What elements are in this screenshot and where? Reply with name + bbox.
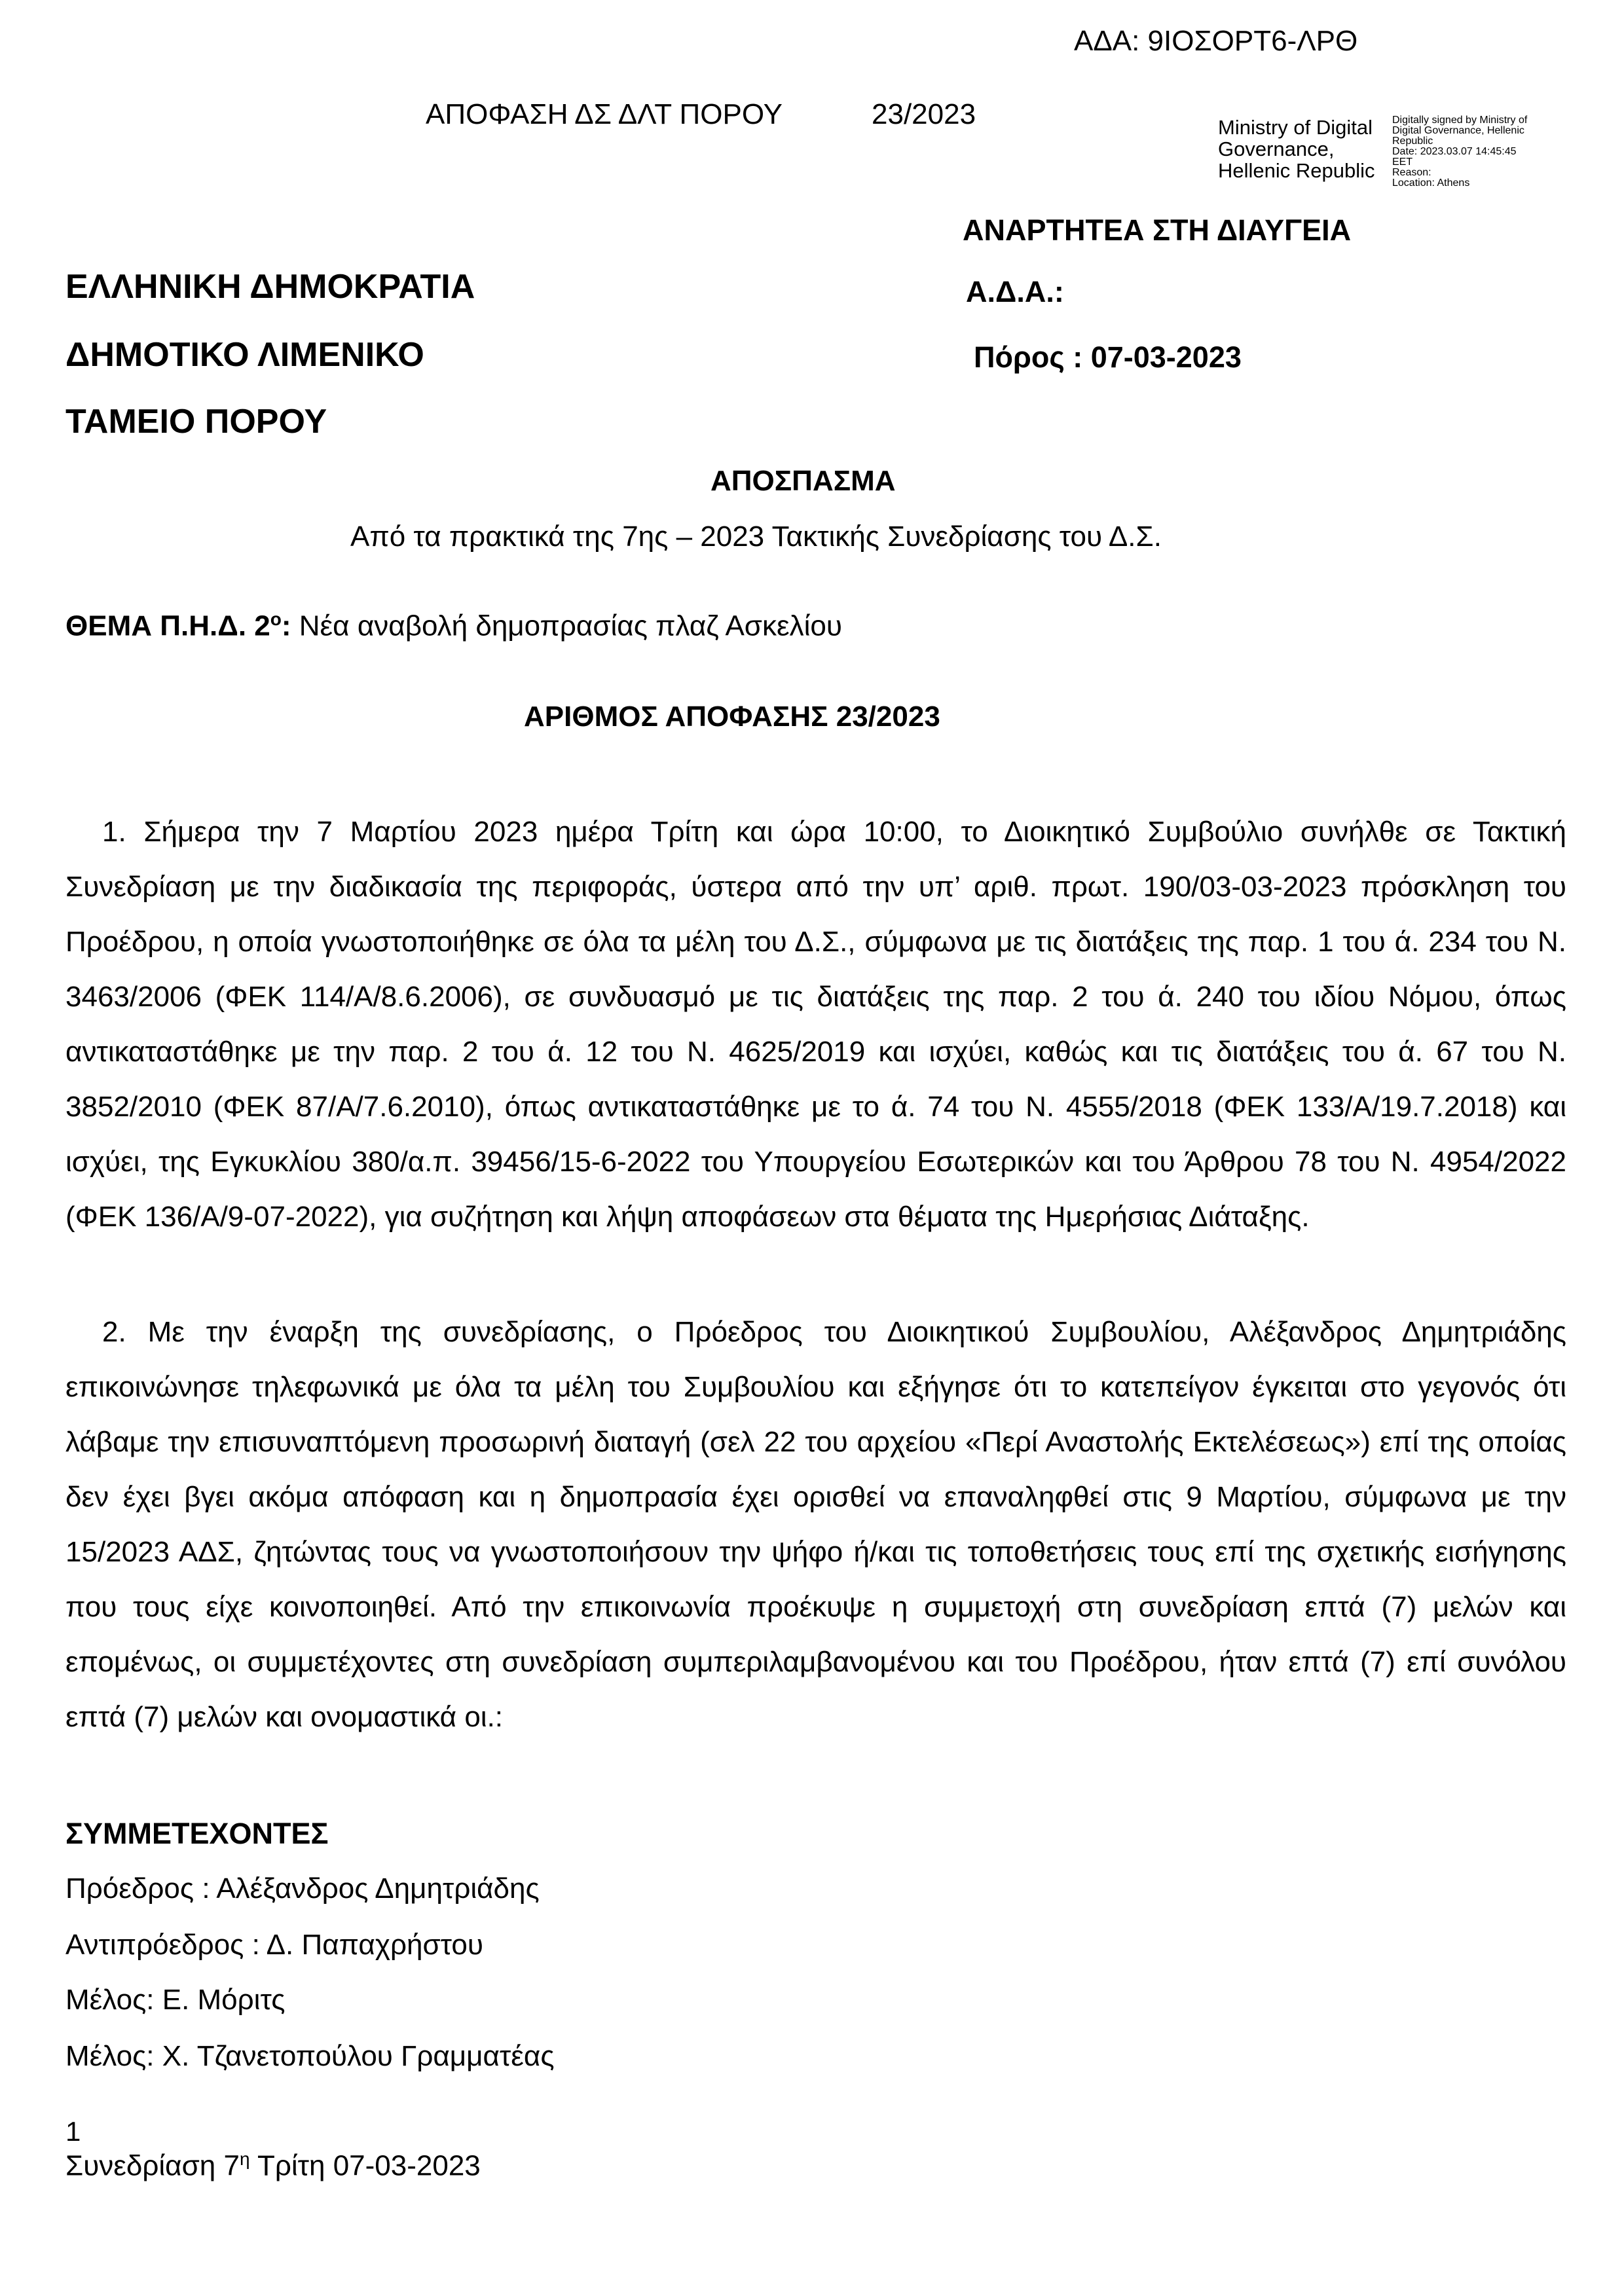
subject-text: Νέα αναβολή δημοπρασίας πλαζ Ασκελίου: [291, 610, 842, 642]
excerpt-title: ΑΠΟΣΠΑΣΜΑ: [710, 465, 896, 497]
digital-signature-details: [1392, 115, 1576, 189]
decision-number: ΑΡΙΘΜΟΣ ΑΠΟΦΑΣΗΣ 23/2023: [524, 701, 940, 733]
subject-label: ΘΕΜΑ Π.Η.Δ. 2: [65, 610, 270, 642]
issuer-line-fund: ΤΑΜΕΙΟ ΠΟΡΟΥ: [65, 403, 327, 441]
ada-label: Α.Δ.Α.:: [966, 275, 1064, 308]
participant-item: Πρόεδρος : Αλέξανδρος Δημητριάδης: [65, 1872, 540, 1904]
ada-code: ΑΔΑ: 9ΙΟΣΟΡΤ6-ΛΡΘ: [1074, 25, 1358, 57]
minutes-reference: Από τα πρακτικά της 7ης – 2023 Τακτικής Συνεδρίασης του Δ.Σ.: [350, 520, 1162, 553]
signature-name-line: Ministry of Digital: [1218, 116, 1373, 139]
subject-line: [65, 609, 842, 643]
participant-item: Αντιπρόεδρος : Δ. Παπαχρήστου: [65, 1929, 483, 1961]
session-footer-suffix: Τρίτη 07-03-2023: [249, 2149, 481, 2182]
issuer-line-republic: ΕΛΛΗΝΙΚΗ ΔΗΜΟΚΡΑΤΙΑ: [65, 268, 475, 306]
document-reference: [426, 98, 976, 131]
participant-item: Μέλος: Ε. Μόριτς: [65, 1984, 286, 2016]
signature-name-line: Hellenic Republic: [1218, 159, 1375, 182]
subject-superscript: ο: [270, 609, 282, 629]
publish-notice: ΑΝΑΡΤΗΤΕΑ ΣΤΗ ΔΙΑΥΓΕΙΑ: [963, 213, 1352, 247]
issuer-line-port: ΔΗΜΟΤΙΚΟ ΛΙΜΕΝΙΚΟ: [65, 336, 424, 374]
document-reference-label: ΑΠΟΦΑΣΗ ΔΣ ΔΛΤ ΠΟΡΟΥ: [426, 98, 783, 130]
signature-detail-line: Digital Governance, Hellenic: [1392, 125, 1524, 136]
digital-signature-name: [1218, 117, 1388, 181]
session-footer-prefix: Συνεδρίαση 7: [65, 2149, 240, 2182]
signature-detail-line: Digitally signed by Ministry of: [1392, 115, 1528, 126]
body-paragraph-1: 1. Σήμερα την 7 Μαρτίου 2023 ημέρα Τρίτη και ώρα 10:00, το Διοικητικό Συμβούλιο συνήλθε σε Τακτική Συνεδρίαση με την διαδικασία της περιφοράς, ύστερα από την υπ’ αριθ. πρωτ. 190/03-03-2023 πρόσκληση του Προέδρου, η οποία γνωστοποιήθηκε σε όλα τα μέλη του Δ.Σ., σύμφωνα με τις διατάξεις της παρ. 1 του ά. 234 του Ν. 3463/2006 (ΦΕΚ 114/Α/8.6.2006), σε συνδυασμό με τις διατάξεις της παρ. 2 του ά. 240 του ιδίου Νόμου, όπως αντικαταστάθηκε με την παρ. 2 του ά. 12 του Ν. 4625/2019 και ισχύει, καθώς και τις διατάξεις του ά. 67 του Ν. 3852/2010 (ΦΕΚ 87/Α/7.6.2010), όπως αντικαταστάθηκε με το ά. 74 του Ν. 4555/2018 (ΦΕΚ 133/Α/19.7.2018) και ισχύει, της Εγκυκλίου 380/α.π. 39456/15-6-2022 του Υπουργείου Εσωτερικών και του Άρθρου 78 του Ν. 4954/2022 (ΦΕΚ 136/Α/9-07-2022), για συζήτηση και λήψη αποφάσεων στα θέματα της Ημερήσιας Διάταξης.: [65, 816, 1566, 1233]
body-paragraph-2: 2. Με την έναρξη της συνεδρίασης, ο Πρόεδρος του Διοικητικού Συμβουλίου, Αλέξανδρος Δημητριάδης επικοινώνησε τηλεφωνικά με όλα τα μέλη του Συμβουλίου και εξήγησε ότι το κατεπείγον έγκειται στο γεγονός ότι λάβαμε την επισυναπτόμενη προσωρινή διαταγή (σελ 22 του αρχείου «Περί Αναστολής Εκτελέσεως») επί της οποίας δεν έχει βγει ακόμα απόφαση και η δημοπρασία έχει ορισθεί να επαναληφθεί στις 9 Μαρτίου, σύμφωνα με την 15/2023 ΑΔΣ, ζητώντας τους να γνωστοποιήσουν την ψήφο ή/και τις τοποθετήσεις τους επί της σχετικής εισήγησης που τους είχε κοινοποιηθεί. Από την επικοινωνία προέκυψε η συμμετοχή στη συνεδρίαση επτά (7) μελών και επομένως, οι συμμετέχοντες στη συνεδρίαση συμπεριλαμβανομένου και του Προέδρου, ήταν επτά (7) επί συνόλου επτά (7) μελών και ονομαστικά οι.:: [65, 1316, 1566, 1733]
participant-item: Μέλος: Χ. Τζανετοπούλου Γραμματέας: [65, 2040, 555, 2072]
signature-detail-line: Reason:: [1392, 167, 1431, 178]
signature-detail-line: Location: Athens: [1392, 177, 1470, 189]
signature-detail-line: Date: 2023.03.07 14:45:45: [1392, 146, 1517, 157]
document-date: Πόρος : 07-03-2023: [974, 340, 1242, 374]
signature-detail-line: EET: [1392, 156, 1413, 168]
page-number: 1: [65, 2116, 81, 2147]
signature-name-line: Governance,: [1218, 137, 1335, 160]
signature-detail-line: Republic: [1392, 136, 1433, 147]
session-footer: [65, 2149, 481, 2183]
subject-colon: :: [281, 610, 291, 642]
session-footer-superscript: η: [239, 2149, 250, 2169]
participants-heading: ΣΥΜΜΕΤΕΧΟΝΤΕΣ: [65, 1817, 329, 1850]
document-reference-number: 23/2023: [872, 98, 976, 130]
